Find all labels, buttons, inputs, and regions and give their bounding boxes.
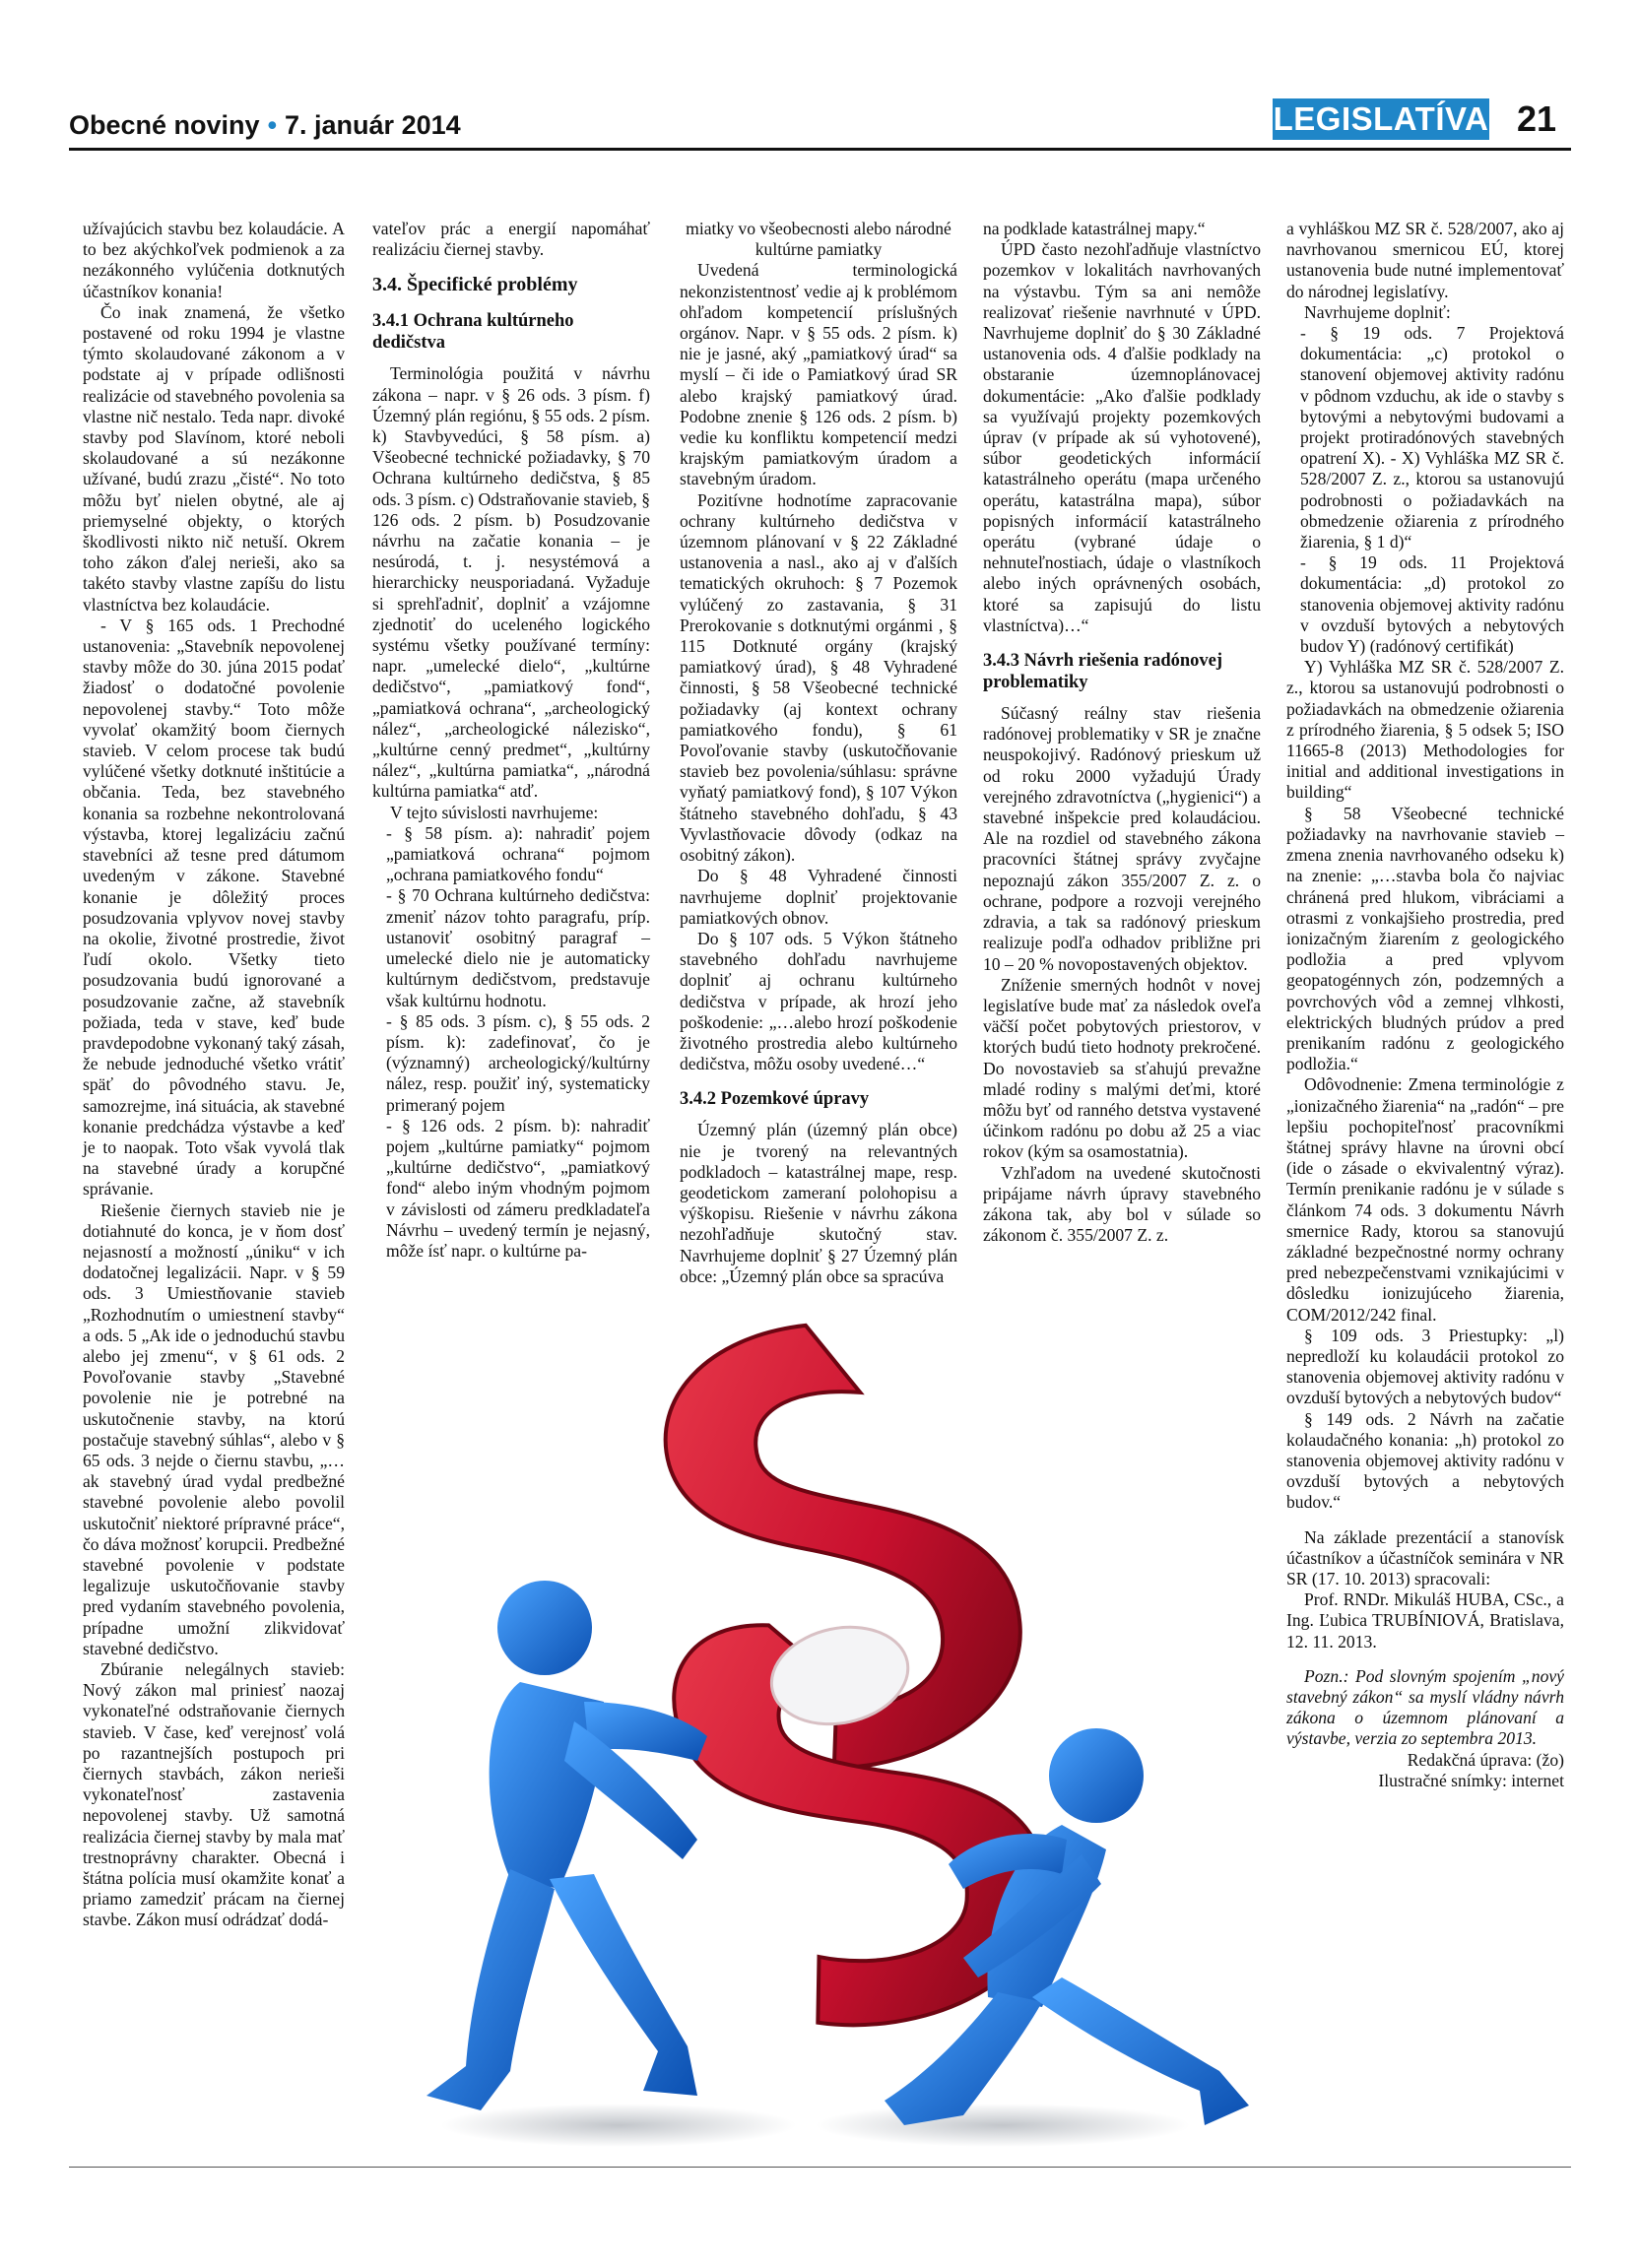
photo-credit: Ilustračné snímky: internet bbox=[1378, 1770, 1564, 1790]
paragraph: § 149 ods. 2 Návrh na začatie kolaudačného konania: „h) protokol zo stanovenia objemovej aktivity radónu v ovzduší bytových a nebytových budov.“ bbox=[1286, 1408, 1564, 1513]
ground-shadow bbox=[816, 2104, 1190, 2147]
paragraph: ÚPD často nezohľadňuje vlastníctvo pozemkov v lokalitách navrhovaných na výstavbu. Tým sa ani nemôže realizovať riešenie navrhnuté v ÚPD. Navrhujeme doplniť do § 30 Základné ustanovenia ods. 4 ďalšie podklady na obstaranie územnoplánovacej dokumentácie: „Ako ďalšie podklady sa využívajú projekty pozemkových úprav (v prípade ak sú vyhotovené), súbor geodetických informácií katastrálneho operátu (mapa určeného operátu, katastrálna mapa), súbor popisných informácií katastrálneho operátu (vybrané údaje o nehnuteľnostiach, údaje o vlastníkoch alebo iných oprávnených osobách, ktoré sa zapisujú do listu vlastníctva)…“ bbox=[983, 239, 1261, 635]
list-item: - § 85 ods. 3 písm. c), § 55 ods. 2 písm. k): zadefinovať, čo je (významný) archeologický/kultúrny nález, resp. použiť iný, systematicky primeraný pojem bbox=[386, 1010, 650, 1115]
paragraph: Zníženie smerných hodnôt v novej legislatíve bude mať za následok oveľa väčší počet pobytových priestorov, v ktorých budú tieto hodnoty prekročené. Do novostavieb sa sťahujú prevažne mladé rodiny s malými deťmi, ktoré môžu byť od ranného detstva vystavené účinkom radónu po dobu až 25 a viac rokov (kým sa osamostatnia). bbox=[983, 974, 1261, 1162]
paragraph: miatky vo všeobecnosti alebo národné kultúrne pamiatky bbox=[686, 219, 951, 260]
list-item: - § 126 ods. 2 písm. b): nahradiť pojem „kultúrne pamiatky“ pojmom „kultúrne dedičstvo“, „pamiatkový fond“ alebo iným vhodným pojmom v závislosti od zámeru predkladateľa Návrhu – uvedený termín je nejasný, môže ísť napr. o kultúrne pa- bbox=[386, 1115, 650, 1261]
column-4 bbox=[983, 219, 1261, 1263]
paragraph: vateľov prác a energií napomáhať realizáciu čiernej stavby. bbox=[372, 219, 650, 260]
paragraph: - V § 165 ods. 1 Prechodné ustanovenia: „Stavebník nepovolenej stavby môže do 30. júna 2015 podať žiadosť o dodatočné povolenie nepovolenej stavby.“ Toto môže vyvolať okamžitý boom čiernych stavieb. V celom procese tak budú vylúčené všetky dotknuté inštitúcie a občania. Teda, bez stavebného konania sa rozbehne nekontrolovaná výstavba, ktorej legalizáciu začnú stavebníci až tesne pred dátumom uvedeným v zákone. Stavebné konanie je dôležitý proces posudzovania vplyvov novej stavby na okolie, životné prostredie, život ľudí okolo. Všetky tieto posudzovania budú ignorované a posudzovanie začne, až stavebník požiada, teda v stave, keď bude pravdepodobne vykonaný taký zásah, že nebude jednoduché všetko vrátiť späť do pôvodného stavu. Je, samozrejme, iná situácia, ak stavebné konanie predchádza výstavbe a keď je to naopak. Toto však vyvolá tlak na stavebné úrady a korupčné správanie. bbox=[83, 615, 345, 1199]
section-heading: 3.4. Špecifické problémy bbox=[372, 274, 578, 296]
paragraph: § 109 ods. 3 Priestupky: „l) nepredloží ku kolaudácii protokol zo stanovenia objemovej aktivity radónu v ovzduší bytových a nebytových budov“ bbox=[1286, 1325, 1564, 1408]
authors: Prof. RNDr. Mikuláš HUBA, CSc., a Ing. Ľubica TRUBÍNIOVÁ, Bratislava, 12. 11. 2013. bbox=[1286, 1589, 1564, 1652]
paragraph: Riešenie čiernych stavieb nie je dotiahnuté do konca, je v ňom dosť nejasností a možností „úniku“ v ich dodatočnej legalizácii. Napr. v § 59 ods. 3 Umiestňovanie stavieb „Rozhodnutím o umiestnení stavby“ a ods. 5 „Ak ide o jednoduchú stavbu alebo jej zmenu“, v § 61 ods. 2 Povoľovanie stavby „Stavebné povolenie nie je potrebné na uskutočnenie stavby, na ktorú postačuje stavebný súhlas“, alebo v § 65 ods. 3 nejde o čiernu stavbu, „…ak stavebný úrad vydal predbežné stavebné povolenie alebo povolil uskutočniť niektoré prípravné práce“, čo dáva možnosť korupcii. Predbežné stavebné povolenie v podstate legalizuje uskutočňovanie stavby pred vydaním stavebného povolenia, prípadne umožní zlikvidovať stavebné dedičstvo. bbox=[83, 1199, 345, 1658]
header-rule bbox=[69, 148, 1571, 151]
paragraph: a vyhláškou MZ SR č. 528/2007, ako aj navrhovanou smernicou EÚ, ktorej ustanovenia bude nutné implementovať do národnej legislatívy. bbox=[1286, 219, 1564, 301]
paragraph-symbol-illustration bbox=[372, 1288, 1261, 2157]
column-3 bbox=[680, 219, 957, 1286]
list-item: - § 19 ods. 7 Projektová dokumentácia: „c) protokol o stanovení objemovej aktivity radónu v pôdnom vzduchu, ak ide o stavby s bytovými a nebytovými budovami a projekt protiradónových stavebných opatrení X). - X) Vyhláška MZ SR č. 528/2007 Z. z., ktorou sa ustanovujú podrobnosti o požiadavkách na obmedzenie ožiarenia z prírodného žiarenia, § 1 d)“ bbox=[1300, 323, 1564, 552]
paragraph: V tejto súvislosti navrhujeme: bbox=[390, 802, 599, 822]
list-item: - § 70 Ochrana kultúrneho dedičstva: zmeniť názov tohto paragrafu, príp. ustanoviť osobitný paragraf – umelecké dielo nie je automaticky kultúrnym dedičstvom, predstavuje však kultúrnu hodnotu. bbox=[386, 885, 650, 1010]
separator-dot: • bbox=[267, 110, 278, 140]
paragraph: Na základe prezentácií a stanovísk účastníkov a účastníčok seminára v NR SR (17. 10. 2013) spracovali: bbox=[1286, 1526, 1564, 1588]
subsection-heading: 3.4.3 Návrh riešenia radónovej problematiky bbox=[983, 651, 1223, 693]
paragraph: Územný plán (územný plán obce) nie je tvorený na relevantných podkladoch – katastrálnej mape, resp. geodetickom zameraní polohopisu a výškopisu. Riešenie v návrhu zákona nezohľadňuje skutočný stav. Navrhujeme doplniť § 27 Územný plán obce: „Územný plán obce sa spracúva bbox=[680, 1120, 957, 1286]
column-1 bbox=[83, 219, 345, 2149]
list-item: - § 58 písm. a): nahradiť pojem „pamiatková ochrana“ pojmom „ochrana pamiatkového fondu“ bbox=[386, 822, 650, 885]
subsection-heading: 3.4.2 Pozemkové úpravy bbox=[680, 1089, 870, 1110]
footer-rule bbox=[69, 2167, 1571, 2168]
editing-credit: Redakčná úprava: (žo) bbox=[1407, 1749, 1564, 1770]
paragraph: Odôvodnenie: Zmena terminológie z „ionizačného žiarenia“ na „radón“ – pre lepšiu pochopiteľnosť pracovníkmi štátnej správy hlavne na úrovni obcí (ide o zásade o ekvivalentný výraz). Termín prenikanie radónu je v súlade s článkom 74 ods. 3 dokumentu Návrh smernice Rady, ktorou sa stanovujú základné bezpečnostné normy ochrany pred nebezpečenstvami vznikajúcimi v dôsledku ionizujúceho žiarenia, COM/2012/242 final. bbox=[1286, 1074, 1564, 1325]
left-figure-icon bbox=[426, 1581, 707, 2110]
paragraph: Vzhľadom na uvedené skutočnosti pripájame návrh úpravy stavebného zákona tak, aby bol v súlade so zákonom č. 355/2007 Z. z. bbox=[983, 1162, 1261, 1246]
column-2 bbox=[372, 219, 650, 1263]
paragraph: Do § 107 ods. 5 Výkon štátneho stavebného dohľadu navrhujeme doplniť aj ochranu kultúrneho dedičstva v prípade, ak hrozí jeho poškodenie: „…alebo hrozí poškodenie životného prostredia alebo kultúrneho dedičstva, môžu osoby uvedené…“ bbox=[680, 928, 957, 1074]
issue-date: 7. január 2014 bbox=[285, 110, 461, 140]
page-number: 21 bbox=[1517, 98, 1557, 139]
paragraph: Navrhujeme doplniť: bbox=[1304, 301, 1451, 322]
paragraph: Pozitívne hodnotíme zapracovanie ochrany kultúrneho dedičstva v územnom plánovaní v § 22 Základné ustanovenia a nasl., ako aj v ďalších tematických okruhoch: § 7 Pozemok vylúčený zo zastavania, § 31 Prerokovanie s dotknutými orgánmi , § 115 Dotknuté orgány (krajský pamiatkový úrad), § 48 Vyhradené činnosti, § 58 Všeobecné technické požiadavky (aj kontext ochrany pamiatkového fondu), § 61 Povoľovanie stavby (uskutočňovanie stavieb bez povolenia/súhlasu: správne vyňatý pamiatkový fond), § 107 Výkon štátneho stavebného dohľadu, § 43 Vyvlastňovacie dôvody (odkaz na osobitný zákon). bbox=[680, 489, 957, 866]
paragraph: Zbúranie nelegálnych stavieb: Nový zákon mal priniesť naozaj vykonateľné odstraňovanie čiernych stavieb. V čase, keď verejnosť volá po razantnejších postupoch pri čiernych stavbách, zákon nerieši vykonateľnosť zastavenia nepovolenej stavby. Už samotná realizácia čiernej stavby by mala mať trestnoprávny charakter. Obecná i štátna polícia musí okamžite konať a priamo zamedziť prácam na čiernej stavbe. Zákon musí odrádzať dodá- bbox=[83, 1659, 345, 1930]
paragraph: Čo inak znamená, že všetko postavené od roku 1994 je vlastne týmto skolaudované zákonom a v podstate aj v prípade odlišnosti realizácie od stavebného povolenia sa vlastne nič nestalo. Teda napr. divoké stavby pod Slavínom, ktoré neboli skolaudované a sú nezákonne užívané, budú zrazu „čisté“. No toto môžu byť nielen obytné, ale aj priemyselné objekty, o ktorých škodlivosti nikto nič netuší. Okrem toho zákon ďalej nerieši, ako sa takéto stavby vlastne zapíšu do listu vlastníctva bez kolaudácie. bbox=[83, 301, 345, 615]
ground-shadow bbox=[441, 2104, 796, 2147]
paragraph: § 58 Všeobecné technické požiadavky na navrhovanie stavieb – zmena znenia navrhovaného odseku k) na znenie: „…stavba bola čo najviac chránená pred hlukom, vibráciami a otrasmi z vonkajšieho prostredia, pred ionizačným žiarením z geologického podložia a pred vplyvom geopatogénnych zón, podzemných a povrchových vôd a zemnej vlhkosti, elektrických bludných prúdov a pred prenikaním radónu z geologického podložia.“ bbox=[1286, 803, 1564, 1074]
running-header bbox=[69, 110, 461, 141]
paragraph: Do § 48 Vyhradené činnosti navrhujeme doplniť projektovanie pamiatkových obnov. bbox=[680, 866, 957, 928]
paragraph: užívajúcich stavbu bez kolaudácie. A to bez akýchkoľvek podmienok a za nezákonného vylúčenia dotknutých účastníkov konania! bbox=[83, 219, 345, 301]
paragraph: Y) Vyhláška MZ SR č. 528/2007 Z. z., ktorou sa ustanovujú podrobnosti o požiadavkách na obmedzenie ožiarenia z prírodného žiarenia, § 5 odsek 5; ISO 11665-8 (2013) Methodologies for initial and additional investigations in building“ bbox=[1286, 657, 1564, 803]
section-label: LEGISLATÍVA bbox=[1273, 98, 1489, 140]
paragraph: Uvedená terminologická nekonzistentnosť vedie aj k problémom ohľadom kompetencií príslušných orgánov. Napr. v § 55 ods. 2 písm. k) nie je jasné, aký „pamiatkový úrad“ sa myslí – či ide o Pamiatkový úrad SR alebo krajský pamiatkový úrad. Podobne znenie § 126 ods. 2 písm. b) vedie ku konfliktu kompetencií medzi krajským pamiatkovým úradom a stavebným úradom. bbox=[680, 260, 957, 489]
editor-note: Pozn.: Pod slovným spojením „nový stavebný zákon“ sa myslí vládny návrh zákona o územnom plánovaní a výstavbe, verzia zo septembra 2013. bbox=[1286, 1665, 1564, 1749]
paragraph: Terminológia použitá v návrhu zákona – napr. v § 26 ods. 3 písm. f) Územný plán regiónu, § 55 ods. 2 písm. k) Stavbyvedúci, § 58 písm. a) Všeobecné technické požiadavky, § 70 Ochrana kultúrneho dedičstva, § 85 ods. 3 písm. c) Odstraňovanie stavieb, § 126 ods. 2 písm. b) Posudzovanie návrhu na začatie konania – je nesúrodá, t. j. nesystémová a hierarchicky neusporiadaná. Vyžaduje si sprehľadniť, doplniť a vzájomne zjednotiť do uceleného logického systému všetky používané termíny: napr. „umelecké dielo“, „kultúrne dedičstvo“, „pamiatkový fond“, „pamiatková ochrana“, „archeologický nález“, „archeologické nálezisko“, „kultúrne cenný predmet“, „kultúrny nález“, „kultúrna pamiatka“, „národná kultúrna pamiatka“ atď. bbox=[372, 363, 650, 802]
paragraph: na podklade katastrálnej mapy.“ bbox=[983, 219, 1206, 238]
subsection-heading: 3.4.1 Ochrana kultúrneho dedičstva bbox=[372, 311, 574, 354]
publication-name: Obecné noviny bbox=[69, 110, 260, 140]
list-item: - § 19 ods. 11 Projektová dokumentácia: „d) protokol zo stanovenia objemovej aktivity radónu v ovzduší bytových a nebytových budov Y) (radónový certifikát) bbox=[1300, 552, 1564, 657]
paragraph: Súčasný reálny stav riešenia radónovej problematiky v SR je značne neuspokojivý. Radónový prieskum už od roku 2000 vyžadujú Úrady verejného zdravotníctva („hygienici“) a stavebné inšpekcie pred kolaudáciou. Ale na rozdiel od stavebného zákona pracovníci štátnej správy zvyčajne nepoznajú zákon 355/2007 Z. z. o ochrane, podpore a rozvoji verejného zdravia, a tak sa radónový prieskum realizuje podľa odhadov približne pri 10 – 20 % novopostavených objektov. bbox=[983, 703, 1261, 974]
column-5 bbox=[1286, 219, 1564, 2149]
